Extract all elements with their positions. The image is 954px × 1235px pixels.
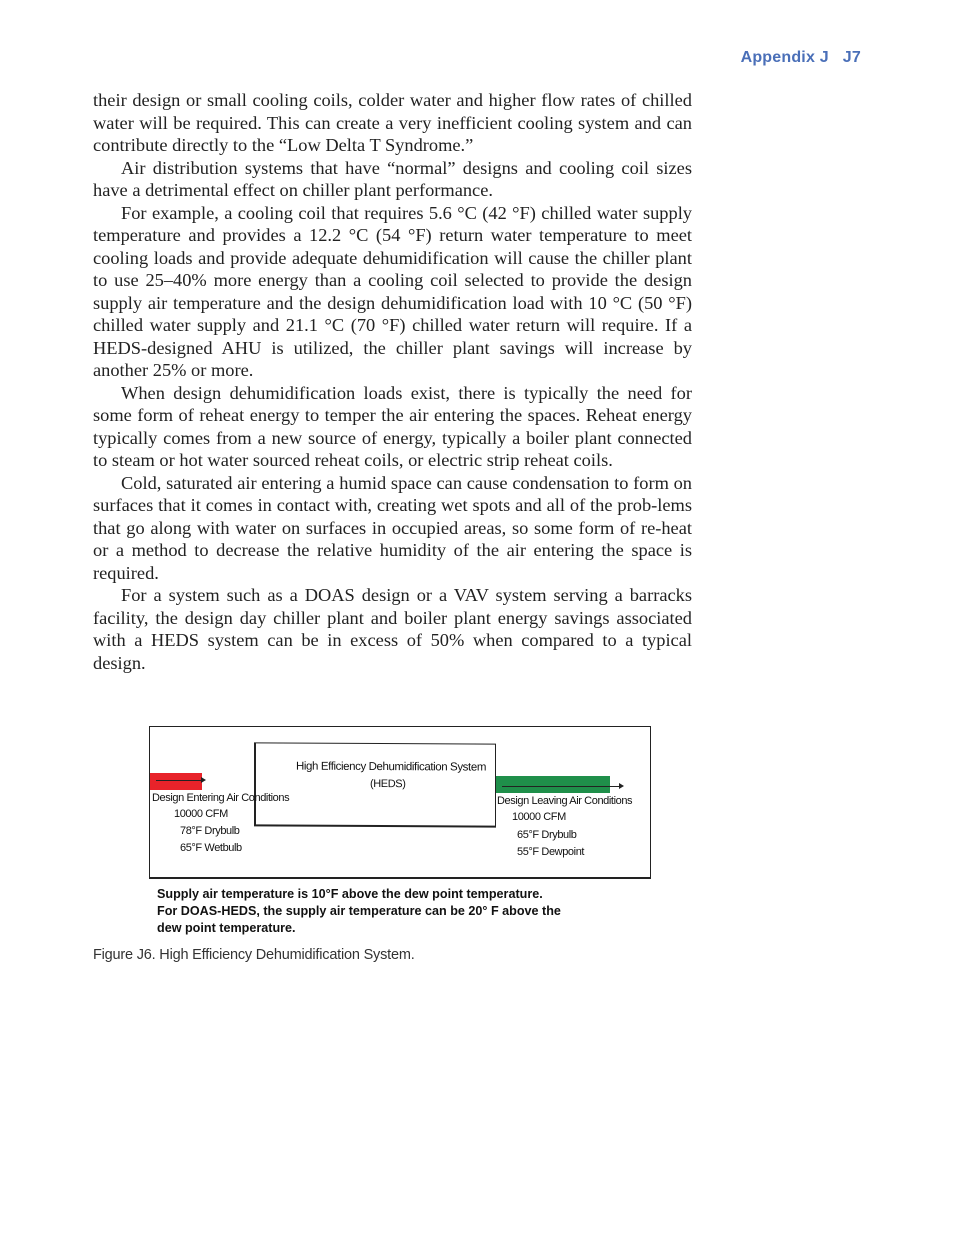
figure-note-line: For DOAS-HEDS, the supply air temperature can be 20° F above the [157,904,561,918]
entering-wetbulb: 65°F Wetbulb [180,842,242,854]
heds-abbr: (HEDS) [370,777,406,791]
paragraph: their design or small cooling coils, colder water and higher flow rates of chilled water will be required. This can create a very inefficient cooling system and can contribute directly to the “Low Delta T Syndrome.” [93,90,692,155]
entering-arrow-icon [156,780,202,781]
entering-label: Design Entering Air Conditions [152,792,290,804]
entering-air-bar [150,773,202,790]
heds-diagram [149,726,651,879]
figure-note-line: dew point temperature. [157,921,296,935]
leaving-dewpoint: 55°F Dewpoint [517,846,585,858]
leaving-flow: 10000 CFM [512,811,566,823]
paragraph: When design dehumidification loads exist, there is typically the need for some form of reheat energy to temper the air entering the spaces. Reheat energy typically comes from a new source of energy, typically a boiler plant connected to steam or hot water sourced reheat coils, or electric strip reheat coils. [93,382,692,470]
paragraph: For example, a cooling coil that requires 5.6 °C (42 °F) chilled water supply temperature and provides a 12.2 °C (54 °F) return water temperature to meet cooling loads and provide adequate dehumidification will cause the chiller plant to use 25–40% more energy than a cooling coil selected to provide the design supply air temperature and the design dehumidification load with 10 °C (50 °F) chilled water supply and 21.1 °C (70 °F) chilled water return will require. If a HEDS-designed AHU is utilized, the chiller plant savings will increase by another 25% or more. [93,202,692,380]
entering-drybulb: 78°F Drybulb [180,825,240,837]
heds-title: High Efficiency Dehumidification System [296,760,486,774]
figure-note [157,886,627,937]
page-number: J7 [842,49,861,66]
figure-note-line: Supply air temperature is 10°F above the dew point temperature. [157,887,543,901]
paragraph: Cold, saturated air entering a humid space can cause condensation to form on surfaces that it comes in contact with, creating wet spots and all of the prob-lems that go along with water on surfaces in occupied areas, so some form of re-heat or a method to decrease the relative humidity of the air entering the space is required. [93,472,692,583]
body-text [93,89,692,674]
entering-flow: 10000 CFM [174,808,228,820]
leaving-drybulb: 65°F Drybulb [517,829,577,841]
paragraph: Air distribution systems that have “normal” designs and cooling coil sizes have a detrimental effect on chiller plant performance. [93,157,692,200]
paragraph: For a system such as a DOAS design or a VAV system serving a barracks facility, the design day chiller plant and boiler plant energy savings associated with a HEDS system can be in excess of 50% when compared to a typical design. [93,585,692,673]
figure-caption: Figure J6. High Efficiency Dehumidification System. [93,947,415,963]
leaving-arrow-icon [502,786,620,787]
running-header [741,49,861,67]
leaving-label: Design Leaving Air Conditions [497,795,633,807]
leaving-air-bar [496,776,610,793]
section-label: Appendix J [740,49,829,66]
heds-box [254,742,496,827]
